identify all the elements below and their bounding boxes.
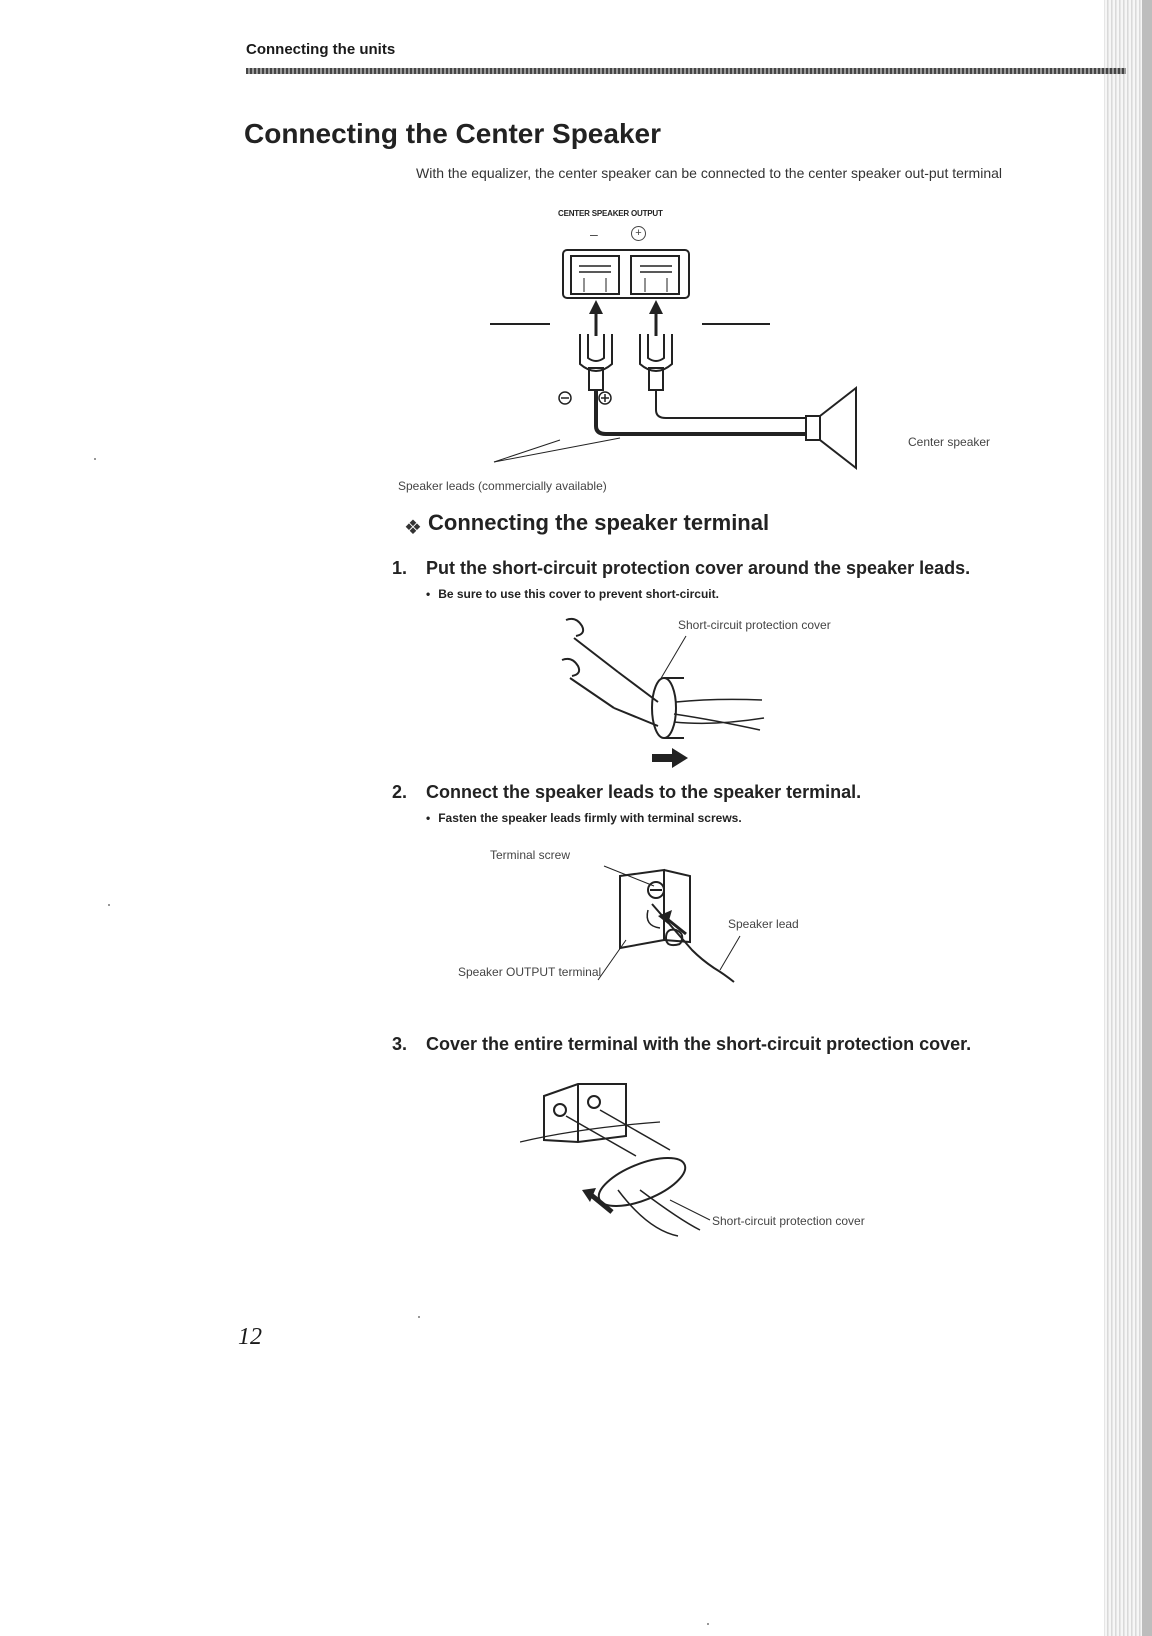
intro-paragraph: With the equalizer, the center speaker can be connected to the center speaker out-put terminal bbox=[416, 165, 1003, 181]
step-2 bbox=[392, 782, 861, 803]
header-rule bbox=[246, 68, 1126, 74]
step-2-number: 2. bbox=[392, 782, 408, 802]
subsection-title: Connecting the speaker terminal bbox=[428, 510, 770, 535]
page-binding-shadow bbox=[1142, 0, 1152, 1636]
plus-terminal-sign: + bbox=[631, 226, 646, 241]
note-bullet: • bbox=[426, 811, 431, 825]
scan-speck bbox=[94, 458, 96, 460]
terminal-minus bbox=[571, 256, 619, 294]
arrow-up-icon bbox=[589, 300, 663, 336]
protection-cover-ring bbox=[652, 678, 676, 738]
terminal-plus bbox=[631, 256, 679, 294]
step-1-text: Put the short-circuit protection cover around the speaker leads. bbox=[426, 558, 971, 578]
step-3-text: Cover the entire terminal with the short-circuit protection cover. bbox=[426, 1034, 972, 1054]
center-speaker-label: Center speaker bbox=[908, 435, 991, 449]
spade-lug-lower bbox=[562, 659, 614, 708]
terminal-block bbox=[563, 250, 689, 298]
step-2-text: Connect the speaker leads to the speaker terminal. bbox=[426, 782, 862, 802]
center-speaker-icon bbox=[806, 388, 856, 468]
step-1-note-text: Be sure to use this cover to prevent short-circuit. bbox=[438, 587, 719, 601]
spade-lugs bbox=[580, 334, 672, 390]
spade-lug-upper bbox=[566, 619, 618, 672]
cover-placement-figure bbox=[556, 610, 796, 780]
running-header: Connecting the units bbox=[246, 41, 396, 58]
step-3 bbox=[392, 1034, 971, 1055]
step-3-number: 3. bbox=[392, 1034, 408, 1054]
terminal-screw-label: Terminal screw bbox=[490, 848, 571, 862]
note-bullet: • bbox=[426, 587, 431, 601]
scan-speck bbox=[418, 1316, 420, 1318]
arrow-up-left-icon bbox=[582, 1188, 612, 1212]
terminal-block-3d bbox=[544, 1084, 626, 1142]
step-2-note-text: Fasten the speaker leads firmly with terminal screws. bbox=[438, 811, 742, 825]
scan-speck bbox=[707, 1623, 709, 1625]
speaker-output-terminal-label: Speaker OUTPUT terminal bbox=[458, 965, 602, 979]
page-number: 12 bbox=[238, 1324, 262, 1350]
step-3-cover-label: Short-circuit protection cover bbox=[712, 1214, 865, 1228]
arrow-right-icon bbox=[652, 748, 688, 768]
step-1-note bbox=[426, 587, 719, 601]
step-1 bbox=[392, 558, 970, 579]
speaker-leads-label: Speaker leads (commercially available) bbox=[398, 479, 607, 493]
terminal-label: CENTER SPEAKER OUTPUT bbox=[558, 209, 663, 218]
scan-speck bbox=[108, 904, 110, 906]
cover-terminal-figure bbox=[520, 1070, 740, 1240]
step-2-note bbox=[426, 811, 742, 825]
step-1-number: 1. bbox=[392, 558, 408, 578]
center-speaker-wiring-figure bbox=[480, 238, 900, 488]
step-1-cover-label: Short-circuit protection cover bbox=[678, 618, 831, 632]
diamond-ornament-icon: ❖ bbox=[404, 517, 422, 539]
minus-terminal-sign: – bbox=[590, 226, 598, 242]
section-title: Connecting the Center Speaker bbox=[244, 118, 661, 149]
speaker-lead-label: Speaker lead bbox=[728, 917, 799, 931]
